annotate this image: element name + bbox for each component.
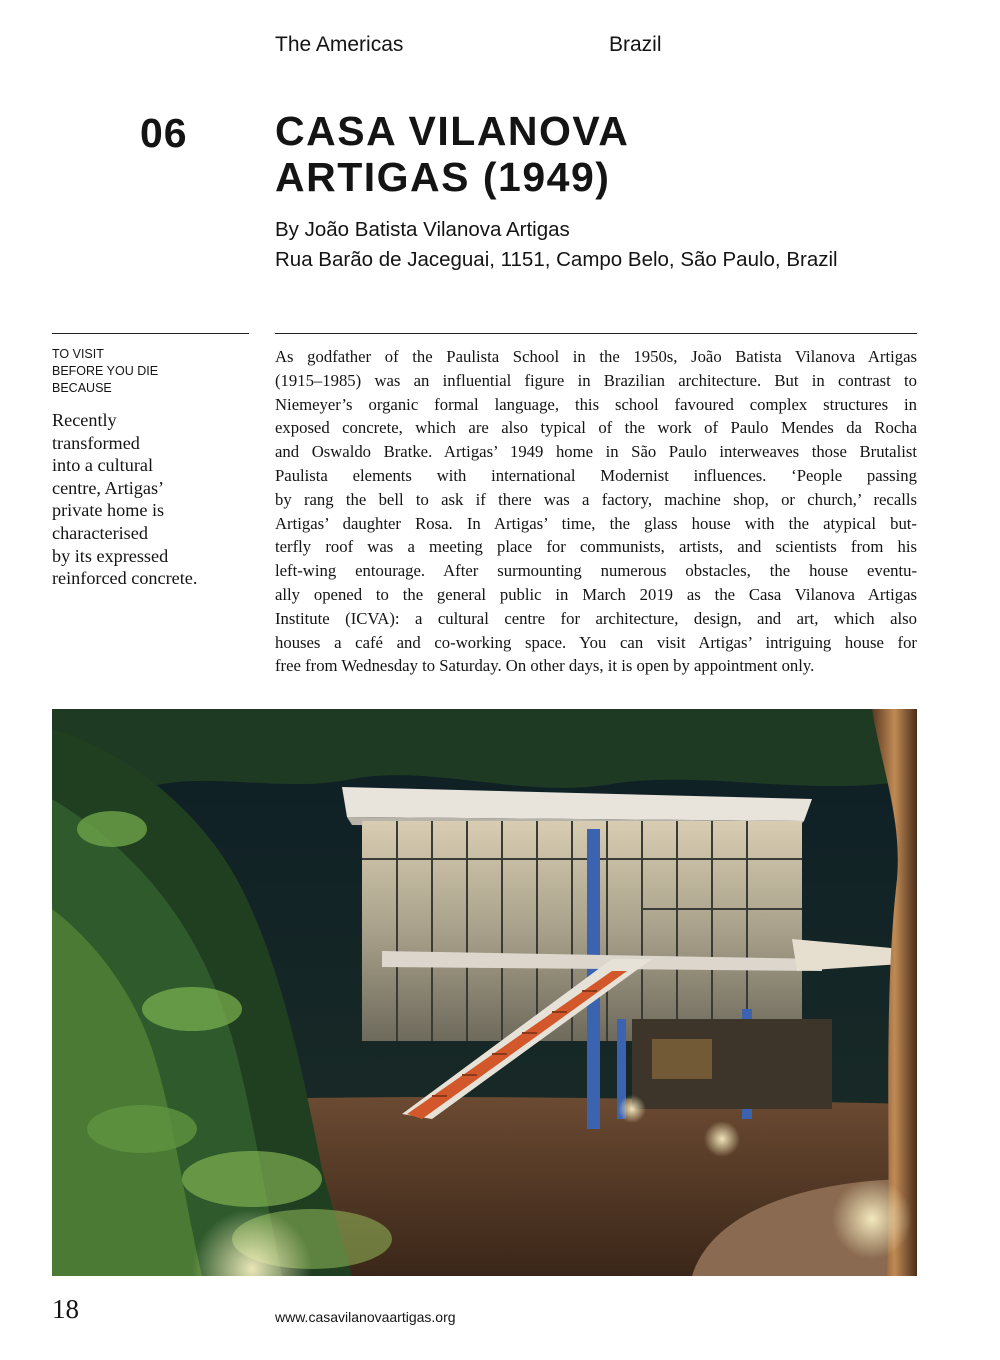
body-line: As godfather of the Paulista School in the 1950s, João Batista Vilanova Artigas (275, 347, 917, 366)
title-line: CASA VILANOVA (275, 108, 630, 154)
quote-line: characterised (52, 522, 148, 543)
body-line: houses a café and co-working space. You can visit Artigas’ intriguing house for (275, 632, 917, 652)
sidebar-divider (52, 333, 249, 334)
quote-line: reinforced concrete. (52, 568, 198, 589)
website-url: www.casavilanovaartigas.org (275, 1309, 456, 1325)
body-line: Artigas’ daughter Rosa. In Artigas’ time, the glass house with the atypical but- (275, 513, 917, 533)
sidebar-label (52, 346, 158, 397)
page-title (275, 108, 629, 200)
quote-line: Recently (52, 410, 117, 430)
body-text (275, 345, 917, 678)
body-line: exposed concrete, which are also typical of the work of Paulo Mendes da Rocha (275, 418, 917, 438)
body-line: by rang the bell to ask if there was a factory, machine shop, or church,’ recalls (275, 489, 917, 509)
body-line: (1915–1985) was an influential figure in Brazilian architecture. But in contrast to (275, 370, 917, 390)
body-line: Niemeyer’s organic formal language, this school favoured complex structures in (275, 394, 917, 414)
title-line: ARTIGAS (1949) (275, 154, 611, 200)
quote-line: private home is (52, 500, 165, 521)
body-line: and Oswaldo Bratke. Artigas’ 1949 home in São Paulo interweaves those Brutalist (275, 442, 917, 462)
body-line: ally opened to the general public in March 2019 as the Casa Vilanova Artigas (275, 584, 917, 604)
body-divider (275, 333, 917, 334)
sidebar-label-line: BEFORE YOU DIE (52, 364, 159, 378)
section-region: The Americas (275, 33, 404, 56)
architect-credit: By João Batista Vilanova Artigas (275, 218, 570, 241)
byline (275, 215, 838, 275)
body-line: free from Wednesday to Saturday. On other days, it is open by appointment only. (275, 656, 815, 676)
body-line: terfly roof was a meeting place for communists, artists, and scientists from his (275, 537, 917, 557)
quote-line: by its expressed (52, 545, 169, 566)
quote-line: centre, Artigas’ (52, 477, 165, 498)
quote-line: into a cultural (52, 455, 154, 476)
body-line: Paulista elements with international Modernist influences. ‘People passing (275, 465, 917, 485)
body-line: Institute (ICVA): a cultural centre for architecture, design, and art, which also (275, 608, 917, 628)
sidebar-quote (52, 409, 242, 590)
section-country: Brazil (609, 33, 662, 56)
address: Rua Barão de Jaceguai, 1151, Campo Belo, São Paulo, Brazil (275, 248, 838, 271)
page-number: 18 (52, 1294, 79, 1324)
entry-number: 06 (140, 110, 188, 156)
sidebar-label-line: TO VISIT (52, 347, 104, 361)
quote-line: transformed (52, 432, 140, 453)
sidebar-label-line: BECAUSE (52, 381, 112, 395)
body-line: left-wing entourage. After surmounting numerous obstacles, the house eventu- (275, 561, 917, 581)
house-photo (52, 709, 917, 1276)
